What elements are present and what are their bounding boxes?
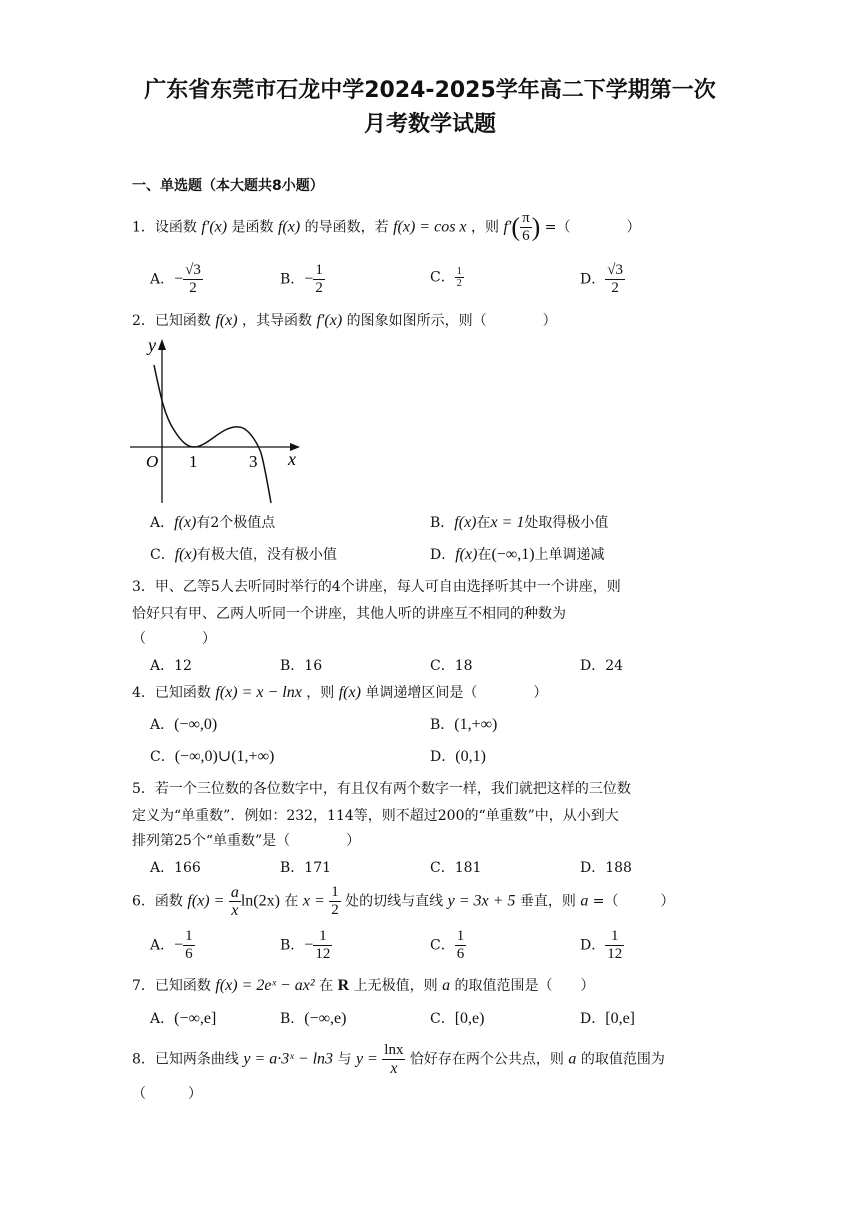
- q2-option-c[interactable]: C．f(x)有极大值，没有极小值: [150, 546, 337, 563]
- q8-curve1: y = a·3ˣ − ln3: [243, 1050, 334, 1068]
- question-3-line3: （ ）: [132, 631, 216, 647]
- q4-option-c[interactable]: C．(−∞,0)∪(1,+∞): [150, 748, 275, 765]
- q3-option-d[interactable]: D．24: [580, 658, 624, 674]
- q7-option-b[interactable]: B．(−∞,e): [280, 1010, 347, 1027]
- q6-line: y = 3x + 5: [447, 892, 516, 910]
- q6-ln: ln(2x): [240, 892, 280, 910]
- q4-option-a[interactable]: A．(−∞,0): [150, 716, 218, 733]
- q3-option-c[interactable]: C．18: [430, 658, 473, 674]
- q5-option-c[interactable]: C．181: [430, 860, 482, 876]
- page-title-line1: 广东省东莞市石龙中学2024-2025学年高二下学期第一次: [144, 78, 716, 103]
- q2-fprime: f′(x): [316, 312, 343, 329]
- q4-option-b[interactable]: B．(1,+∞): [430, 716, 498, 733]
- page-title-line2: 月考数学试题: [363, 112, 496, 137]
- q5-option-d[interactable]: D．188: [580, 860, 632, 876]
- q3-option-a[interactable]: A．12: [150, 658, 192, 674]
- q7-real-set: R: [337, 977, 350, 994]
- section-heading: 一、单选题（本大题共8小题）: [132, 178, 324, 194]
- q3-option-b[interactable]: B．16: [280, 658, 323, 674]
- q1-option-b[interactable]: B．− $\frac{1}{2}$: [280, 262, 323, 296]
- q2-option-d[interactable]: D．f(x)在(−∞,1)上单调递减: [430, 546, 605, 563]
- q1-fprime2: f′: [503, 218, 512, 236]
- derivative-curve: [154, 365, 271, 503]
- question-7: 7．已知函数 f(x) = 2eˣ − ax² 在 R 上无极值，则 a 的取值范围是（ ）: [132, 977, 595, 994]
- origin-label: O: [146, 452, 159, 471]
- question-3-line1: 3．甲、乙等5人去听同时举行的4个讲座，每人可自由选择听其中一个讲座，则: [132, 579, 621, 595]
- question-2: 2．已知函数 f(x) ，其导函数 f′(x) 的图象如图所示，则（ ）: [132, 312, 557, 329]
- q1-fprime: f′(x): [201, 218, 228, 236]
- q1-pre: 1．设函数: [132, 219, 197, 236]
- q1-mid3: ，则: [470, 219, 499, 236]
- q2-fx: f(x): [215, 312, 238, 329]
- q1-equation: f(x) = cos x: [393, 218, 467, 236]
- q4-equation: f(x) = x − lnx: [215, 684, 302, 701]
- q1-mid1: 是函数: [231, 219, 274, 236]
- q1-option-c[interactable]: C． $\frac{1}{2}$: [430, 266, 462, 289]
- q5-option-b[interactable]: B．171: [280, 860, 332, 876]
- q1-fx: f(x): [277, 218, 301, 236]
- question-8-line2: （ ）: [132, 1086, 202, 1102]
- q7-option-c[interactable]: C．[0,e): [430, 1010, 485, 1027]
- question-1: 1．设函数 f′(x) 是函数 f(x) 的导函数，若 f(x) = cos x ，则 f′( $\frac{\pi}{6}$ ) =（ ）: [132, 210, 641, 244]
- q4-option-d[interactable]: D．(0,1): [430, 748, 486, 765]
- q7-option-d[interactable]: D．[0,e]: [580, 1010, 635, 1027]
- q6-fraction-a-over-x: $\frac{a}{x}$: [230, 884, 239, 919]
- question-6: 6．函数 f(x) = $\frac{a}{x}$ ln(2x) 在 x = $\frac{1}{2}$ 处的切线与直线 y = 3x + 5 垂直，则 a =（ ）: [132, 884, 675, 919]
- y-axis-arrow-icon: [158, 339, 166, 350]
- derivative-graph: [126, 335, 316, 510]
- q6-option-b[interactable]: B．− $\frac{1}{12}$: [280, 928, 331, 962]
- y-axis-label: y: [148, 335, 156, 355]
- page-title: [0, 74, 860, 142]
- x-axis-label: x: [288, 449, 296, 469]
- tick-label-1: 1: [189, 452, 198, 471]
- question-5-line1: 5．若一个三位数的各位数字中，有且仅有两个数字一样，我们就把这样的三位数: [132, 781, 631, 797]
- q6-option-a[interactable]: A．− $\frac{1}{6}$: [150, 928, 193, 962]
- question-3-line2: 恰好只有甲、乙两人听同一个讲座，其他人听的讲座互不相同的种数为: [132, 606, 566, 622]
- q6-option-c[interactable]: C． $\frac{1}{6}$: [430, 928, 465, 962]
- q7-equation: f(x) = 2eˣ − ax²: [215, 977, 315, 994]
- q7-option-a[interactable]: A．(−∞,e]: [150, 1010, 217, 1027]
- question-5-line2: 定义为“单重数”．例如：232，114等，则不超过200的“单重数”中，从小到大: [132, 808, 619, 824]
- q6-fx: f(x) =: [187, 892, 225, 910]
- q1-option-d[interactable]: D． $\frac{√3}{2}$: [580, 262, 623, 296]
- q1-tail: =（ ）: [544, 219, 641, 236]
- q2-option-a[interactable]: A．f(x)有2个极值点: [150, 514, 276, 531]
- q8-fraction-lnx-over-x: $\frac{\ln x}{x}$: [384, 1042, 404, 1077]
- tick-label-3: 3: [249, 452, 258, 471]
- q4-fx: f(x): [338, 684, 361, 701]
- q6-option-d[interactable]: D． $\frac{1}{12}$: [580, 928, 623, 962]
- q2-option-b[interactable]: B．f(x)在x = 1处取得极小值: [430, 514, 609, 531]
- question-4: 4．已知函数 f(x) = x − lnx ，则 f(x) 单调递增区间是（ ）: [132, 684, 548, 701]
- q1-mid2: 的导函数，若: [304, 219, 389, 236]
- q1-option-a[interactable]: A．− $\frac{√3}{2}$: [150, 262, 201, 296]
- question-8: 8．已知两条曲线 y = a·3ˣ − ln3 与 y = $\frac{\ln x}{x}$ 恰好存在两个公共点，则 a 的取值范围为: [132, 1042, 665, 1077]
- question-5-line3: 排列第25个“单重数”是（ ）: [132, 833, 361, 849]
- q1-fraction: $\frac{\pi}{6}$: [522, 210, 530, 244]
- q5-option-a[interactable]: A．166: [150, 860, 201, 876]
- q6-fraction-half: $\frac{1}{2}$: [331, 884, 339, 918]
